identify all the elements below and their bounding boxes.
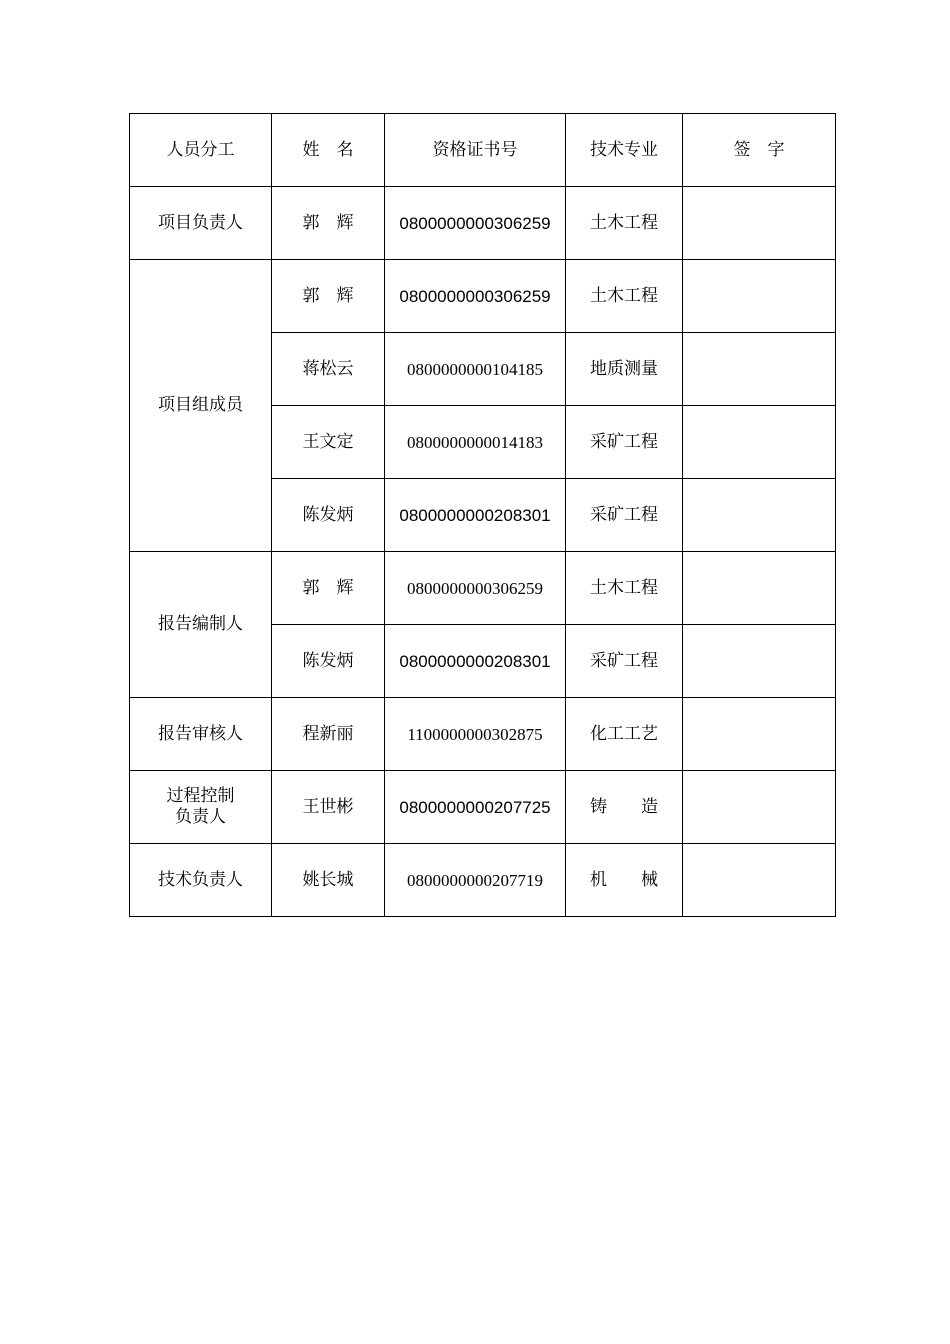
cert-cell: 0800000000306259 — [385, 187, 566, 260]
specialty-cell: 采矿工程 — [566, 406, 683, 479]
table-row — [130, 844, 836, 917]
cert-cell: 0800000000306259 — [385, 260, 566, 333]
name-cell: 郭 辉 — [272, 187, 385, 260]
role-cell: 技术负责人 — [130, 844, 272, 917]
cert-cell: 0800000000208301 — [385, 625, 566, 698]
signature-cell — [683, 698, 836, 771]
name-cell: 郭 辉 — [272, 260, 385, 333]
cert-cell: 0800000000014183 — [385, 406, 566, 479]
cert-cell: 0800000000207725 — [385, 771, 566, 844]
specialty-cell: 采矿工程 — [566, 479, 683, 552]
table-row — [130, 698, 836, 771]
role-cell: 项目负责人 — [130, 187, 272, 260]
table-row — [130, 187, 836, 260]
header-role: 人员分工 — [130, 114, 272, 187]
cert-cell: 0800000000306259 — [385, 552, 566, 625]
role-line: 过程控制 — [166, 786, 235, 806]
role-line: 负责人 — [175, 807, 226, 827]
cert-cell: 0800000000208301 — [385, 479, 566, 552]
specialty-cell: 铸 造 — [566, 771, 683, 844]
signature-cell — [683, 844, 836, 917]
header-name: 姓 名 — [272, 114, 385, 187]
name-cell: 郭 辉 — [272, 552, 385, 625]
signature-cell — [683, 771, 836, 844]
cert-cell: 0800000000207719 — [385, 844, 566, 917]
name-cell: 陈发炳 — [272, 625, 385, 698]
header-signature: 签 字 — [683, 114, 836, 187]
role-cell: 报告编制人 — [130, 552, 272, 698]
signature-cell — [683, 187, 836, 260]
signature-cell — [683, 479, 836, 552]
specialty-cell: 采矿工程 — [566, 625, 683, 698]
specialty-cell: 土木工程 — [566, 187, 683, 260]
signature-cell — [683, 625, 836, 698]
specialty-cell: 土木工程 — [566, 260, 683, 333]
name-cell: 陈发炳 — [272, 479, 385, 552]
cert-cell: 1100000000302875 — [385, 698, 566, 771]
table-row — [130, 552, 836, 625]
cert-cell: 0800000000104185 — [385, 333, 566, 406]
table-row — [130, 771, 836, 844]
role-cell — [130, 771, 272, 844]
specialty-cell: 土木工程 — [566, 552, 683, 625]
name-cell: 蒋松云 — [272, 333, 385, 406]
role-cell: 报告审核人 — [130, 698, 272, 771]
header-cert: 资格证书号 — [385, 114, 566, 187]
signature-cell — [683, 406, 836, 479]
specialty-cell: 化工工艺 — [566, 698, 683, 771]
role-cell: 项目组成员 — [130, 260, 272, 552]
name-cell: 王世彬 — [272, 771, 385, 844]
header-row — [130, 114, 836, 187]
specialty-cell: 机 械 — [566, 844, 683, 917]
header-specialty: 技术专业 — [566, 114, 683, 187]
personnel-table — [129, 113, 836, 917]
table-row — [130, 260, 836, 333]
signature-cell — [683, 333, 836, 406]
signature-cell — [683, 260, 836, 333]
name-cell: 王文定 — [272, 406, 385, 479]
specialty-cell: 地质测量 — [566, 333, 683, 406]
name-cell: 程新丽 — [272, 698, 385, 771]
name-cell: 姚长城 — [272, 844, 385, 917]
signature-cell — [683, 552, 836, 625]
